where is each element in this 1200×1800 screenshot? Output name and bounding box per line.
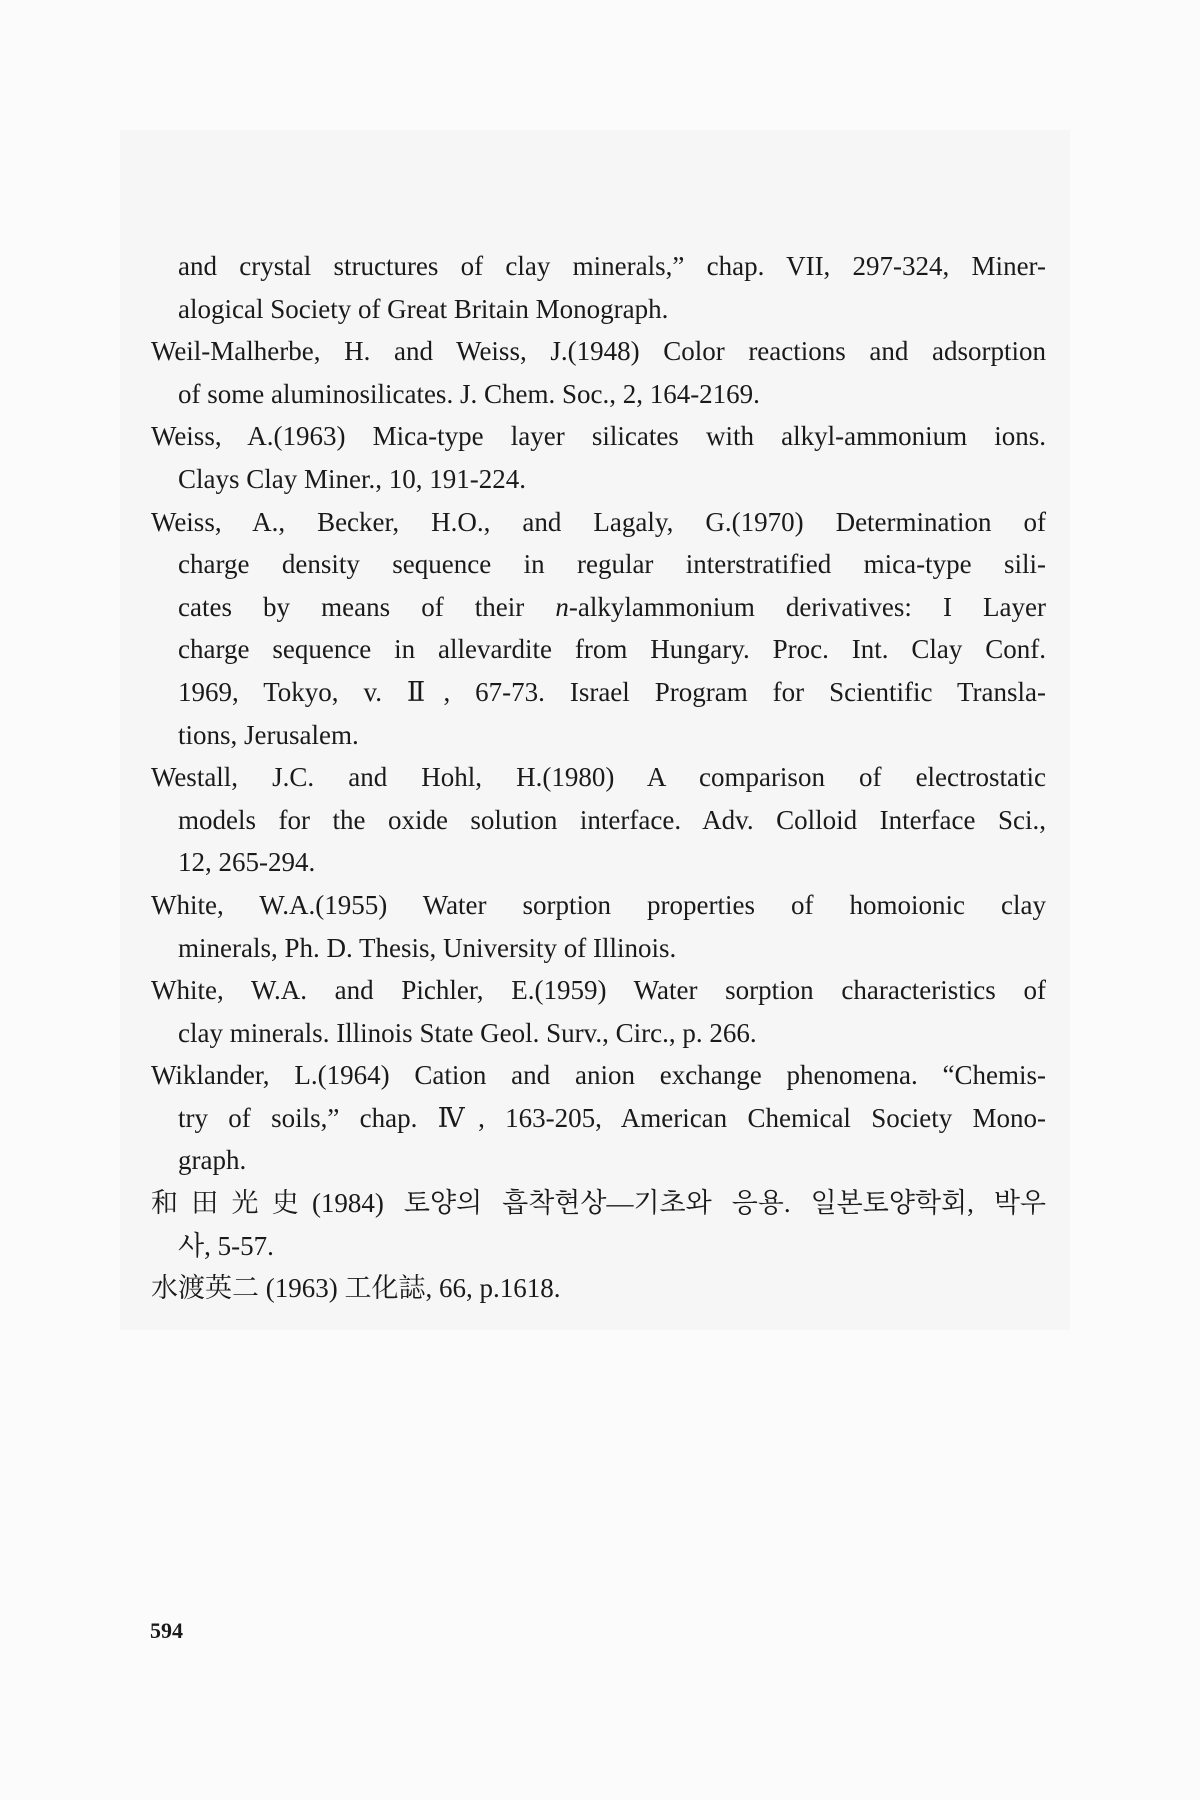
reference-line: 和田光史(1984) 토양의 흡착현상—기초와 응용. 일본토양학회, 박우 — [151, 1188, 1046, 1219]
reference-entry — [151, 1267, 1046, 1310]
reference-line: White, W.A.(1955) Water sorption properties of homoionic clay — [151, 889, 1046, 920]
reference-entry — [151, 415, 1046, 500]
reference-line: of some aluminosilicates. J. Chem. Soc., 2, 164-2169. — [178, 378, 760, 409]
reference-line: minerals, Ph. D. Thesis, University of Illinois. — [178, 932, 677, 963]
reference-line: models for the oxide solution interface. Adv. Colloid Interface Sci., — [178, 804, 1046, 835]
reference-line: graph. — [178, 1145, 247, 1176]
reference-line: charge sequence in allevardite from Hungary. Proc. Int. Clay Conf. — [178, 634, 1046, 665]
reference-line: Weil-Malherbe, H. and Weiss, J.(1948) Color reactions and adsorption — [151, 336, 1046, 367]
reference-entry — [151, 501, 1046, 757]
reference-entry — [151, 756, 1046, 884]
reference-entry — [151, 330, 1046, 415]
reference-line: Weiss, A., Becker, H.O., and Lagaly, G.(1970) Determination of — [151, 506, 1046, 537]
reference-line: clay minerals. Illinois State Geol. Surv., Circ., p. 266. — [178, 1017, 757, 1048]
reference-entry — [151, 245, 1046, 330]
reference-line: 사, 5-57. — [178, 1230, 274, 1261]
reference-line: cates by means of their n-alkylammonium derivatives: I Layer — [178, 591, 1046, 622]
reference-line: and crystal structures of clay minerals,” chap. VII, 297-324, Miner- — [178, 251, 1046, 281]
reference-line: Wiklander, L.(1964) Cation and anion exchange phenomena. “Chemis- — [151, 1060, 1046, 1091]
reference-line: try of soils,” chap. Ⅳ, 163-205, American Chemical Society Mono- — [178, 1102, 1046, 1133]
reference-line: Clays Clay Miner., 10, 191-224. — [178, 463, 526, 494]
reference-entry — [151, 884, 1046, 969]
reference-entry — [151, 969, 1046, 1054]
reference-list — [151, 245, 1046, 1310]
reference-line: charge density sequence in regular interstratified mica-type sili- — [178, 549, 1046, 580]
reference-line: tions, Jerusalem. — [178, 719, 359, 750]
reference-line: 水渡英二 (1963) 工化誌, 66, p.1618. — [151, 1273, 561, 1304]
reference-line: White, W.A. and Pichler, E.(1959) Water sorption characteristics of — [151, 975, 1046, 1006]
reference-line: Weiss, A.(1963) Mica-type layer silicates with alkyl-ammonium ions. — [151, 421, 1046, 452]
reference-entry — [151, 1054, 1046, 1182]
reference-entry — [151, 1182, 1046, 1267]
page-number: 594 — [150, 1618, 183, 1643]
reference-line: Westall, J.C. and Hohl, H.(1980) A comparison of electrostatic — [151, 762, 1046, 793]
reference-line: 1969, Tokyo, v. Ⅱ, 67-73. Israel Program for Scientific Transla- — [178, 676, 1046, 707]
reference-line: alogical Society of Great Britain Monograph. — [178, 293, 669, 324]
reference-line: 12, 265-294. — [178, 847, 316, 878]
